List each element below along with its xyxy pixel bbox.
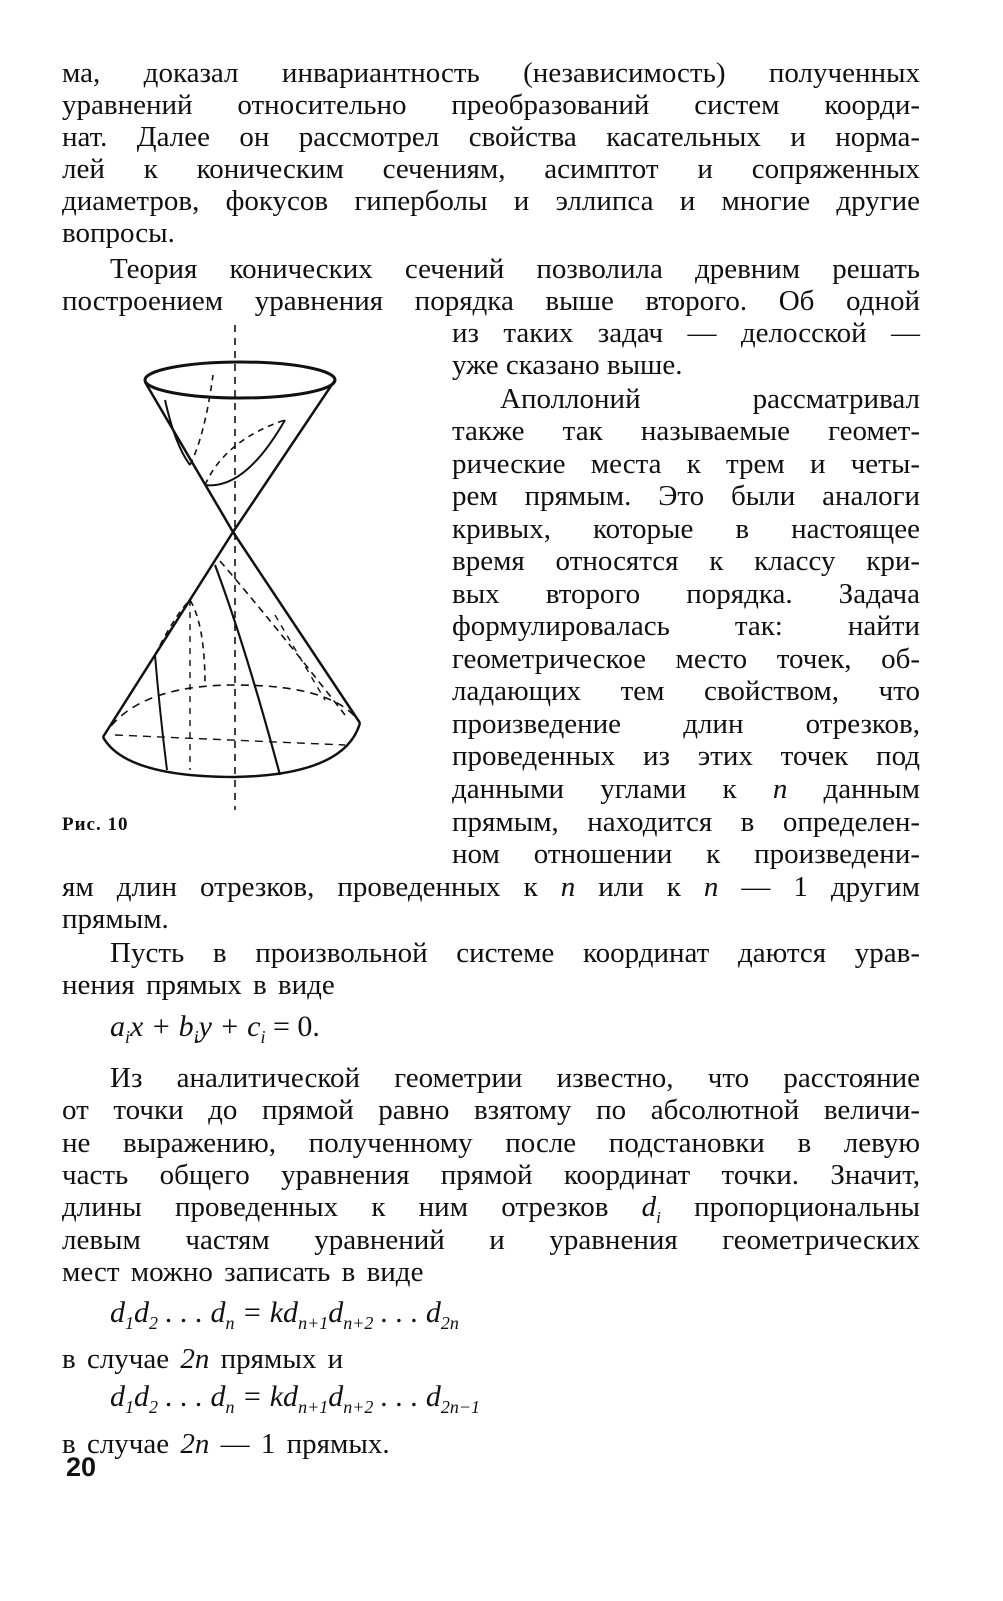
text-line: мест можно записать в виде — [62, 1256, 424, 1288]
text-line: диаметров, фокусов гиперболы и эллипса и многие другие — [62, 185, 920, 217]
text-segment: — 1 прямых. — [220, 1428, 390, 1460]
text-line: произведение длин отрезков, — [452, 708, 920, 740]
math-variable: n — [772, 773, 788, 805]
text-line: лей к коническим сечениям, асимптот и сопряженных — [62, 153, 920, 185]
text-line — [452, 773, 920, 805]
text-segment: пропорциональны — [694, 1191, 921, 1223]
text-line: ном отношении к произведени- — [452, 838, 920, 870]
text-line: рические места к трем и четы- — [452, 448, 920, 480]
text-line: от точки до прямой равно взятому по абсолютной величи- — [62, 1094, 920, 1126]
formula-product-2n: $d_1d_2$ . . . $d_n = kd_{n+1}d_{n+2}$ . . . $d_{2n}$ — [110, 1296, 459, 1333]
math-variable: $d_i$ — [641, 1191, 661, 1227]
text-line: Из аналитической геометрии известно, что расстояние — [110, 1062, 920, 1094]
formula-product-2n-minus-1: $d_1d_2$ . . . $d_n = kd_{n+1}d_{n+2}$ . . . $d_{2n-1}$ — [110, 1380, 481, 1417]
text-segment: — 1 другим — [741, 871, 921, 903]
text-line — [62, 871, 920, 903]
math-variable: 2n — [180, 1343, 210, 1375]
text-line — [62, 1343, 343, 1375]
math-variable: n — [560, 871, 576, 903]
text-line: вопросы. — [62, 217, 175, 249]
text-segment: или к — [598, 871, 681, 903]
text-line: уже сказано выше. — [452, 349, 683, 381]
text-segment: в случае — [62, 1428, 170, 1460]
text-line: проведенных из этих точек под — [452, 740, 920, 772]
formula-line-equation: $a_ix + b_iy + c_i = 0$. — [110, 1010, 320, 1047]
page-number: 20 — [66, 1452, 97, 1482]
text-segment: ям длин отрезков, проведенных к — [62, 871, 538, 903]
text-line: прямым. — [62, 903, 169, 935]
text-line: нат. Далее он рассмотрел свойства касательных и норма- — [62, 121, 920, 153]
text-line — [62, 1428, 390, 1460]
text-line: также так называемые геомет- — [452, 415, 920, 447]
text-line: нения прямых в виде — [62, 969, 335, 1001]
text-line: прямым, находится в определен- — [452, 806, 920, 838]
math-variable: 2n — [180, 1428, 210, 1460]
text-line: Аполлоний рассматривал — [500, 383, 920, 415]
text-line: ма, доказал инвариантность (независимость) полученных — [62, 57, 920, 89]
text-segment: данными углами к — [452, 773, 737, 805]
text-segment: в случае — [62, 1343, 170, 1375]
text-line: не выражению, полученному после подстановки в левую — [62, 1127, 920, 1159]
math-variable: n — [703, 871, 719, 903]
text-line: вых второго порядка. Задача — [452, 578, 920, 610]
text-segment: прямых и — [220, 1343, 344, 1375]
text-line: время относятся к классу кри- — [452, 545, 920, 577]
text-line: часть общего уравнения прямой координат точки. Значит, — [62, 1159, 920, 1191]
text-line: левым частям уравнений и уравнения геометрических — [62, 1224, 920, 1256]
text-line: Теория конических сечений позволила древним решать — [110, 253, 920, 285]
figure-caption: Рис. 10 — [62, 814, 129, 835]
text-line: уравнений относительно преобразований систем коорди- — [62, 89, 920, 121]
text-line: построением уравнения порядка выше второго. Об одной — [62, 285, 920, 317]
text-line: рем прямым. Это были аналоги — [452, 480, 920, 512]
text-line: геометрическое место точек, об- — [452, 643, 920, 675]
text-line: кривых, которые в настоящее — [452, 513, 920, 545]
text-segment: длины проведенных к ним отрезков — [62, 1191, 609, 1223]
text-segment: данным — [823, 773, 921, 805]
double-cone-figure — [95, 325, 375, 810]
text-line: Пусть в произвольной системе координат даются урав- — [110, 937, 920, 969]
text-line: формулировалась так: найти — [452, 610, 920, 642]
text-line: из таких задач — делосской — — [452, 317, 920, 349]
text-line: ладающих тем свойством, что — [452, 675, 920, 707]
